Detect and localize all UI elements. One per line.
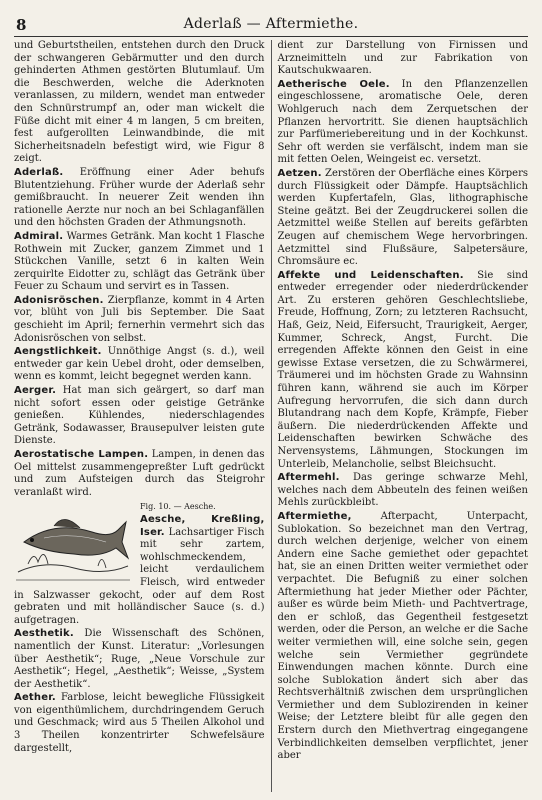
entry-adonisroeschen: Adonisröschen. Zierpflanze, kommt in 4 Arten vor, blüht von Juli bis September. Die Saat geschieht im April; fernerhin vermehrt sich das Adonisröschen von selbst. <box>14 294 265 344</box>
entry-aftermiethe: Aftermiethe, Afterpacht, Unterpacht, Sublokation. So bezeichnet man den Vertrag, durch welchen derjenige, welcher von einem Andern eine Sache gemiethet oder gepachtet hat, sie an einen Dritten weiter vermiethet oder verpachtet. Die Befugniß zu einer solchen Aftermiethung hat jeder Miether oder Pächter, außer es würde beim Mieth- und Pachtvertrage, den er schloß, das Gegentheil festgesetzt werden, oder die Person, an welche er die Sache weiter vermiethen will, eine solche sein, gegen welche sein Vermiether gegründete Einwendungen machen könnte. Durch eine solche Sublokation ändert sich aber das Rechtsverhältniß zwischen dem ursprünglichen Vermiether und dem Sublozirenden in keiner Weise; der Letztere bleibt für alle gegen den Erstern durch den Miethvertrag eingegangene Verbindlichkeiten demselben verpflichtet, jener aber <box>277 510 528 762</box>
entry-aftermehl: Aftermehl. Das geringe schwarze Mehl, welches nach dem Abbeuteln des feinen weißen Mehls zurückbleibt. <box>277 472 528 509</box>
entry-aesthetik: Aesthetik. Die Wissenschaft des Schönen, namentlich der Kunst. Literatur: „Vorlesungen über Aesthetik“; Ruge, „Neue Vorschule zur Aesthetik“; Hegel, „Aesthetik“; Weisse, „System der Aesthetik“. <box>14 628 265 690</box>
page-number: 8 <box>16 16 27 34</box>
running-title: Aderlaß — Aftermiethe. <box>183 16 359 32</box>
fish-figure <box>14 502 132 586</box>
page-header <box>14 10 528 37</box>
entry-affekte: Affekte und Leidenschaften. Sie sind entweder erregender oder niederdrückender Art. Zu ersteren gehören Geschlechtsliebe, Freude, Hoffnung, Zorn; zu letzteren Rachsucht, Haß, Geiz, Neid, Eifersucht, Traurigkeit, Aerger, Kummer, Schreck, Angst, Furcht. Die erregenden Affekte können den Geist in eine gewisse Extase versetzen, die zu Schwärmerei, Träumerei und im höchsten Grade zu Wahnsinn führen kann, während sie auch im Körper Aufregung hervorrufen, die sich dann durch Blutandrang nach dem Kopfe, Krämpfe, Fieber äußern. Die niederdrückenden Affekte und Leidenschaften bewirken Schwäche des Nervensystems, Lähmungen, Stockungen im Unterleib, Melancholie, selbst Bleichsucht. <box>277 269 528 470</box>
entry-admiral: Admiral. Warmes Getränk. Man kocht 1 Flasche Rothwein mit Zucker, ganzem Zimmet und 1 Stückchen Vanille, setzt 6 in kalten Wein zerquirlte Eidotter zu, schlägt das Getränk über Feuer zu Schaum und servirt es in Tassen. <box>14 230 265 293</box>
right-column <box>271 40 529 792</box>
text-columns <box>14 40 528 792</box>
entry-aerger: Aerger. Hat man sich geärgert, so darf man nicht sofort essen oder geistige Getränke genießen. Kühlendes, niederschlagendes Getränk, Sodawasser, Brausepulver leisten gute Dienste. <box>14 385 265 447</box>
fish-illustration <box>14 502 132 586</box>
entry-aderlass: Aderlaß. Eröffnung einer Ader behufs Blutentziehung. Früher wurde der Aderlaß sehr gemißbraucht. In neuerer Zeit wenden ihn rationelle Aerzte nur noch an bei Schlaganfällen und den höchsten Graden der Athmungsnoth. <box>14 166 265 229</box>
figure-caption: Fig. 10. — Aesche. <box>140 502 216 512</box>
entry-continuation: und Geburtstheilen, entstehen durch den Druck der schwangeren Gebärmutter und den durch gehinderten Athmen gestörten Blutumlauf. Um die Beschwerden, welche die Aderknoten veranlassen, zu mildern, wendet man entweder den Schnürstrumpf an, oder man wickelt die Füße dicht mit einer 4 m langen, 5 cm breiten, fest aufgerollten Leinwandbinde, die mit Sicherheitsnadeln befestigt wird, wie Figur 8 zeigt. <box>14 40 265 165</box>
entry-aetherische-oele: Aetherische Oele. In den Pflanzenzellen eingeschlossene, aromatische Oele, deren Wohlgeruch nach dem Zerquetschen der Pflanzen hervortritt. Sie dienen hauptsächlich zur Parfümeriebereitung und in der Kochkunst. Sehr oft werden sie verfälscht, indem man sie mit fetten Oelen, Weingeist ec. versetzt. <box>277 78 528 166</box>
entry-aerostatische-lampen: Aerostatische Lampen. Lampen, in denen das Oel mittelst zusammengepreßter Luft gedrückt und zum Aufsteigen durch das Steigrohr veranlaßt wird. <box>14 449 265 498</box>
entry-aengstlichkeit: Aengstlichkeit. Unnöthige Angst (s. d.), weil entweder gar kein Uebel droht, oder demselben, wenn es kommt, leicht begegnet werden kann. <box>14 346 265 383</box>
entry-aether: Aether. Farblose, leicht bewegliche Flüssigkeit von eigenthümlichem, durchdringendem Geruch und Geschmack; wird aus 5 Theilen Alkohol und 3 Theilen konzentrirter Schwefelsäure dargestellt, <box>14 692 265 754</box>
left-column: und Geburtstheilen, entstehen durch den Druck der schwangeren Gebärmutter und den durch gehinderten Athmen gestörten Blutumlauf. Um die Beschwerden, welche die Aderknoten veranlassen, zu mildern, wendet man entweder den Schnürstrumpf an, oder man wickelt die Füße dicht mit einer 4 m langen, 5 cm breiten, fest aufgerollten Leinwandbinde, die mit Sicherheitsnadeln befestigt wird, wie Figur 8 zeigt. Aderlaß. Eröffnung einer Ader behufs Blutentziehung. Früher wurde der Aderlaß sehr gemißbraucht. In neuerer Zeit wenden ihn rationelle Aerzte nur noch an bei Schlaganfällen und den höchsten Graden der Athmungsnoth. Admiral. Warmes Getränk. Man kocht 1 Flasche Rothwein mit Zucker, ganzem Zimmet und 1 Stückchen Vanille, setzt 6 in kalten Wein zerquirlte Eidotter zu, schlägt das Getränk über Feuer zu Schaum und servirt es in Tassen. Adonisröschen. Zierpflanze, kommt in 4 Arten vor, blüht von Juli bis September. Die Saat geschieht im April; fernerhin vermehrt sich das Adonisröschen von selbst. Aengstlichkeit. Unnöthige Angst (s. d.), weil entweder gar kein Uebel droht, oder demselben, wenn es kommt, leicht begegnet werden kann. Aerger. Hat man sich geärgert, so darf man nicht sofort essen oder geistige Getränke genießen. Kühlendes, niederschlagendes Getränk, Sodawasser, Brausepulver leisten gute Dienste. Aerostatische Lampen. Lampen, in denen das Oel mittelst zusammengepreßter Luft gedrückt und zum Aufsteigen durch das Steigrohr veranlaßt wird. Fig. 10. — Aesche. Aesche, Kreßling, Iser. Lachsartiger Fisch mit sehr zartem, wohlschmeckendem, leicht verdaulichem Fleisch, wird entweder in Salzwasser gekocht, oder auf dem Rost gebraten und mit holländischer Sauce (s. d.) aufgetragen. Aesthetik. Die Wissenschaft des Schönen, namentlich der Kunst. Literatur: „Vorlesungen über Aesthetik“; Ruge, „Neue Vorschule zur Aesthetik“; Hegel, „Aesthetik“; Weisse, „System der Aesthetik“. Aether. Farblose, leicht bewegliche Flüssigkeit von eigenthümlichem, durchdringendem Geruch und Geschmack; wird aus 5 Theilen Alkohol und 3 Theilen konzentrirter Schwefelsäure dargestellt, <box>14 40 265 754</box>
entry-aetzen: Aetzen. Zerstören der Oberfläche eines Körpers durch Flüssigkeit oder Dämpfe. Hauptsächlich werden Kupfertafeln, Glas, lithographische Steine geätzt. Bei der Zeugdruckerei sollen die Aetzmittel weiße Stellen auf bereits gefärbten Zeugen auf chemischem Wege hervorbringen. Aetzmittel sind Flußsäure, Salpetersäure, Chromsäure ec. <box>277 167 528 268</box>
entry-continuation: dient zur Darstellung von Firnissen und Arzneimitteln und zur Fabrikation von Kautschukwaaren. <box>277 40 528 77</box>
